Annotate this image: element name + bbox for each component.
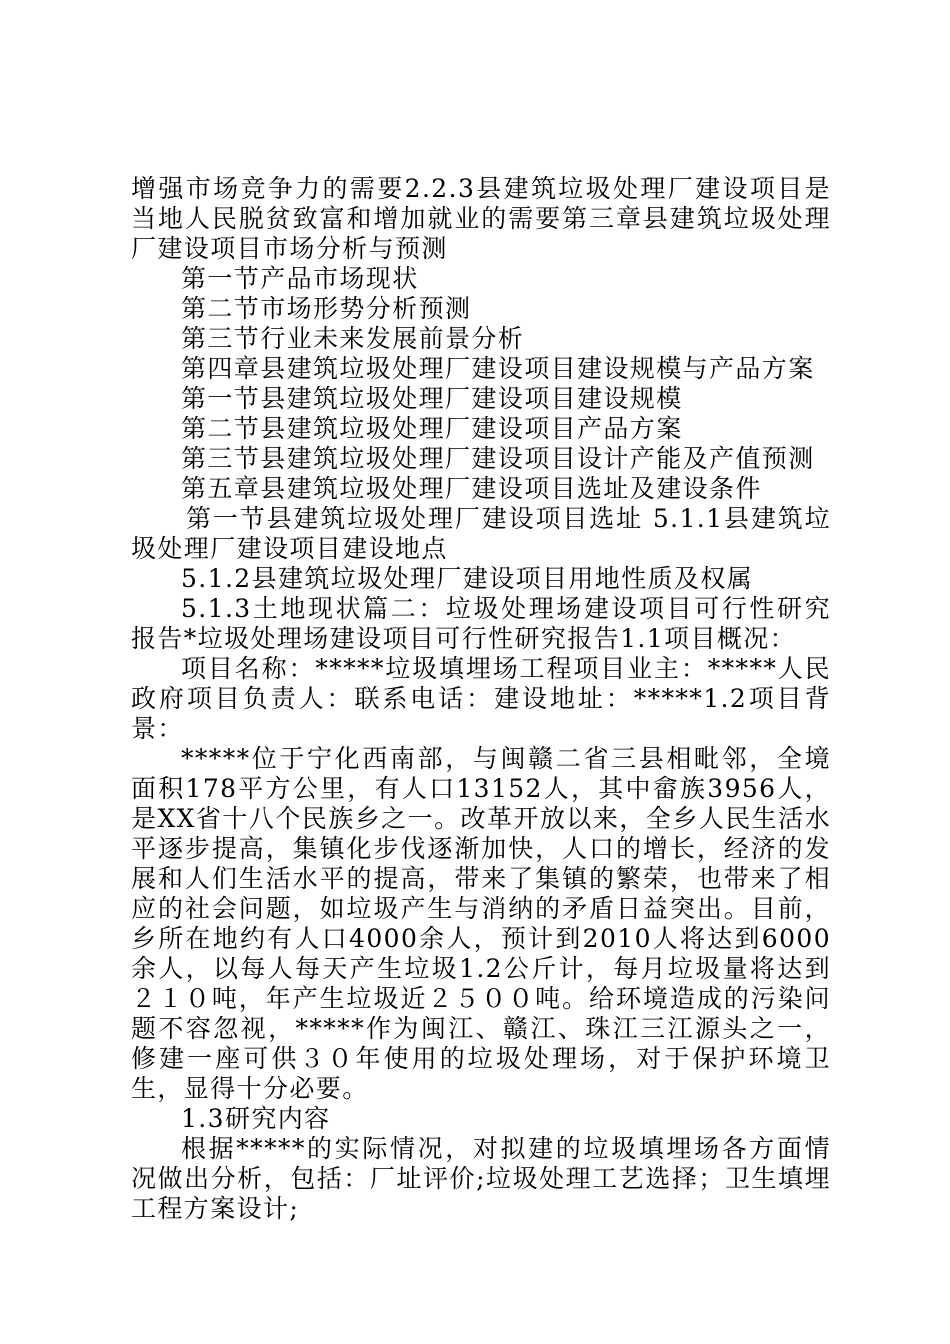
paragraph: 根据*****的实际情况，对拟建的垃圾填埋场各方面情况做出分析，包括：厂址评价;垃圾处理工艺选择；卫生填埋工程方案设计;	[131, 1134, 831, 1223]
paragraph: 第二节县建筑垃圾处理厂建设项目产品方案	[181, 414, 683, 443]
paragraph: 5.1.3土地现状篇二：垃圾处理场建设项目可行性研究报告*垃圾处理场建设项目可行性研究报告1.1项目概况：	[131, 594, 831, 653]
document-body	[131, 174, 831, 1224]
paragraph: 1.3研究内容	[181, 1104, 331, 1133]
paragraph: 第一节产品市场现状	[181, 264, 419, 293]
paragraph: 5.1.2县建筑垃圾处理厂建设项目用地性质及权属	[181, 564, 754, 593]
paragraph: 增强市场竞争力的需要2.2.3县建筑垃圾处理厂建设项目是当地人民脱贫致富和增加就业的需要第三章县建筑垃圾处理厂建设项目市场分析与预测	[131, 174, 831, 263]
paragraph: 第五章县建筑垃圾处理厂建设项目选址及建设条件	[181, 474, 762, 503]
paragraph: 第四章县建筑垃圾处理厂建设项目建设规模与产品方案	[181, 354, 815, 383]
paragraph: 第一节县建筑垃圾处理厂建设项目选址 5.1.1县建筑垃圾处理厂建设项目建设地点	[131, 504, 831, 563]
paragraph: 第二节市场形势分析预测	[181, 294, 472, 323]
paragraph: 第三节行业未来发展前景分析	[181, 324, 525, 353]
paragraph: 第三节县建筑垃圾处理厂建设项目设计产能及产值预测	[181, 444, 815, 473]
paragraph: 项目名称：*****垃圾填埋场工程项目业主：*****人民政府项目负责人：联系电话：建设地址：*****1.2项目背景：	[131, 654, 831, 743]
paragraph: *****位于宁化西南部，与闽赣二省三县相毗邻，全境面积178平方公里，有人口13152人，其中畲族3956人，是XX省十八个民族乡之一。改革开放以来，全乡人民生活水平逐步提高，集镇化步伐逐渐加快，人口的增长，经济的发展和人们生活水平的提高，带来了集镇的繁荣，也带来了相应的社会问题，如垃圾产生与消纳的矛盾日益突出。目前，乡所在地约有人口4000余人，预计到2010人将达到6000余人，以每人每天产生垃圾1.2公斤计，每月垃圾量将达到２１０吨，年产生垃圾近２５００吨。给环境造成的污染问题不容忽视，*****作为闽江、赣江、珠江三江源头之一，修建一座可供３０年使用的垃圾处理场，对于保护环境卫生，显得十分必要。	[131, 744, 831, 1103]
paragraph: 第一节县建筑垃圾处理厂建设项目建设规模	[181, 384, 683, 413]
